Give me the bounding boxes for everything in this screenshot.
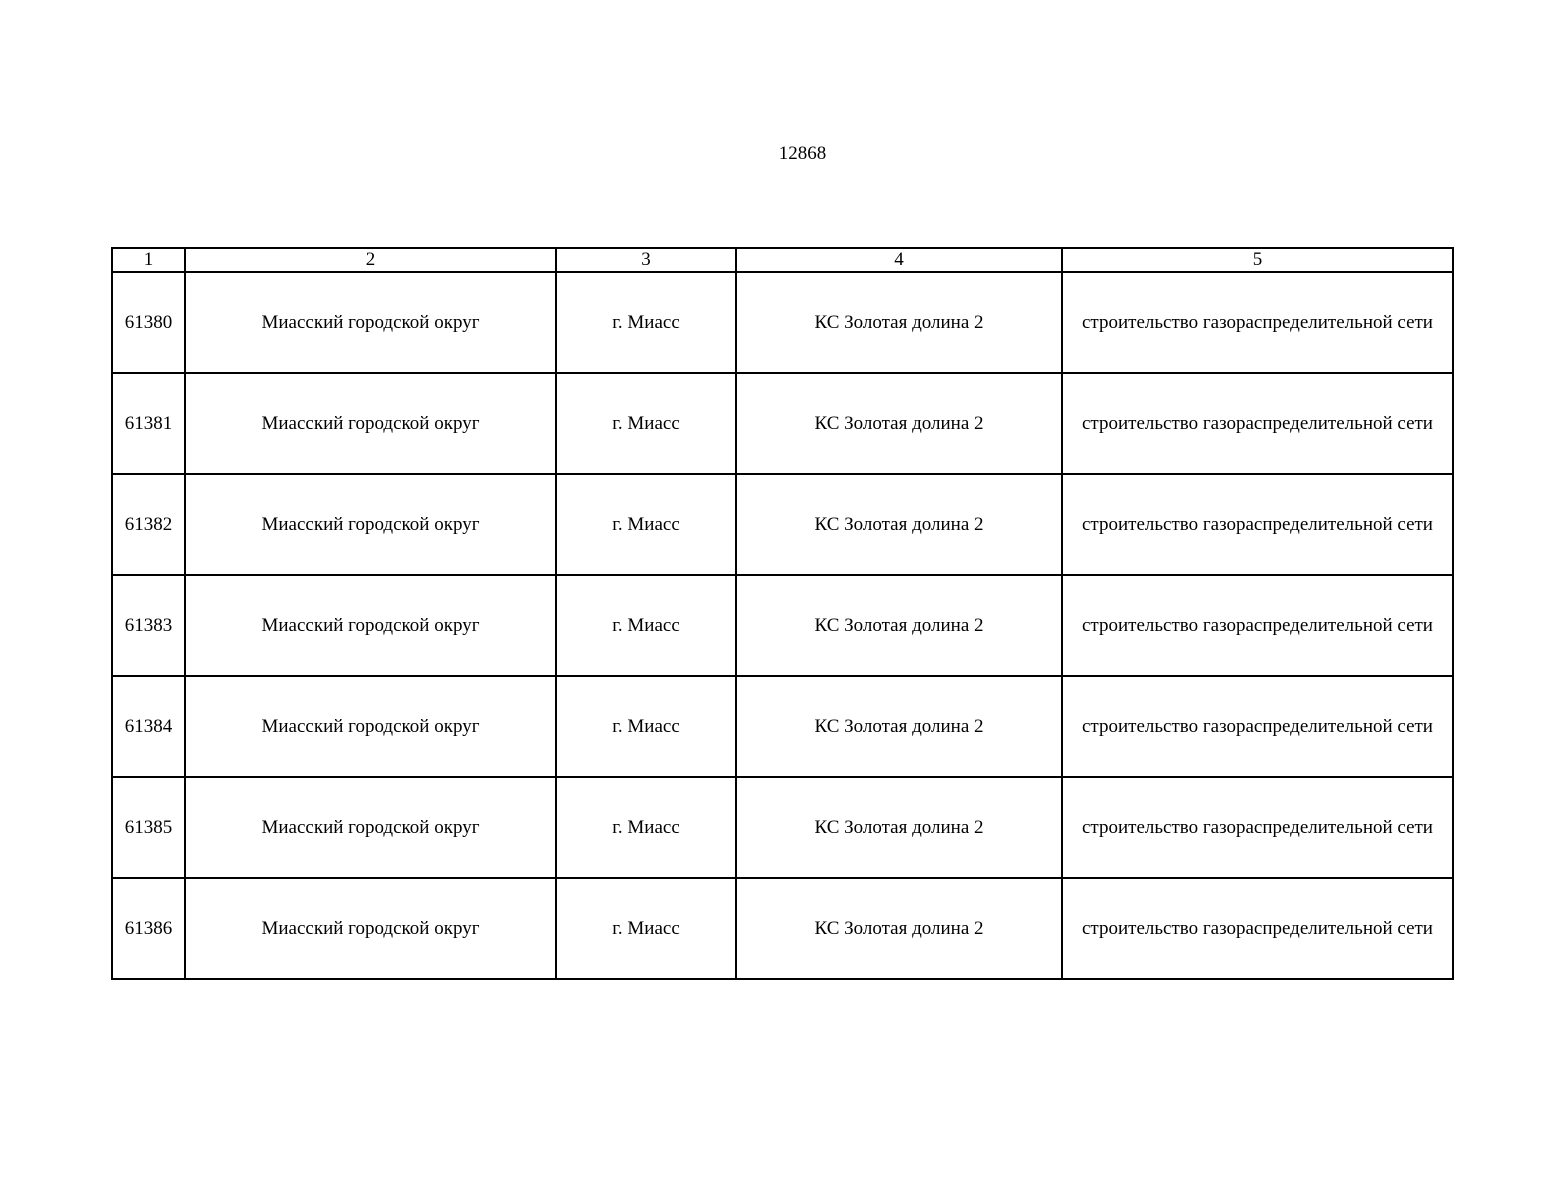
row-number-cell: 61381 — [112, 373, 185, 474]
table-row — [112, 777, 1453, 878]
table-row — [112, 878, 1453, 979]
table-row — [112, 272, 1453, 373]
column-header: 5 — [1062, 248, 1453, 272]
row-number-cell: 61383 — [112, 575, 185, 676]
locality-cell: г. Миасс — [556, 474, 736, 575]
table-row — [112, 676, 1453, 777]
row-number-cell: 61382 — [112, 474, 185, 575]
object-cell: КС Золотая долина 2 — [736, 373, 1062, 474]
table-body — [112, 272, 1453, 979]
district-cell: Миасский городской округ — [185, 474, 556, 575]
row-number-cell: 61380 — [112, 272, 185, 373]
locality-cell: г. Миасс — [556, 878, 736, 979]
work-type-cell: строительство газораспределительной сети — [1062, 575, 1453, 676]
district-cell: Миасский городской округ — [185, 878, 556, 979]
district-cell: Миасский городской округ — [185, 676, 556, 777]
column-header: 3 — [556, 248, 736, 272]
row-number-cell: 61384 — [112, 676, 185, 777]
work-type-cell: строительство газораспределительной сети — [1062, 676, 1453, 777]
page-number: 12868 — [778, 143, 827, 164]
object-cell: КС Золотая долина 2 — [736, 878, 1062, 979]
work-type-cell: строительство газораспределительной сети — [1062, 777, 1453, 878]
column-header: 1 — [112, 248, 185, 272]
data-table — [111, 247, 1454, 980]
table-row — [112, 373, 1453, 474]
work-type-cell: строительство газораспределительной сети — [1062, 373, 1453, 474]
work-type-cell: строительство газораспределительной сети — [1062, 272, 1453, 373]
district-cell: Миасский городской округ — [185, 777, 556, 878]
column-header: 2 — [185, 248, 556, 272]
district-cell: Миасский городской округ — [185, 272, 556, 373]
object-cell: КС Золотая долина 2 — [736, 575, 1062, 676]
object-cell: КС Золотая долина 2 — [736, 777, 1062, 878]
district-cell: Миасский городской округ — [185, 373, 556, 474]
table-row — [112, 575, 1453, 676]
header-row — [112, 248, 1453, 272]
district-cell: Миасский городской округ — [185, 575, 556, 676]
column-header: 4 — [736, 248, 1062, 272]
locality-cell: г. Миасс — [556, 676, 736, 777]
object-cell: КС Золотая долина 2 — [736, 676, 1062, 777]
work-type-cell: строительство газораспределительной сети — [1062, 878, 1453, 979]
table-row — [112, 474, 1453, 575]
table-header — [112, 248, 1453, 272]
work-type-cell: строительство газораспределительной сети — [1062, 474, 1453, 575]
row-number-cell: 61385 — [112, 777, 185, 878]
row-number-cell: 61386 — [112, 878, 185, 979]
locality-cell: г. Миасс — [556, 575, 736, 676]
object-cell: КС Золотая долина 2 — [736, 474, 1062, 575]
locality-cell: г. Миасс — [556, 373, 736, 474]
locality-cell: г. Миасс — [556, 272, 736, 373]
object-cell: КС Золотая долина 2 — [736, 272, 1062, 373]
locality-cell: г. Миасс — [556, 777, 736, 878]
